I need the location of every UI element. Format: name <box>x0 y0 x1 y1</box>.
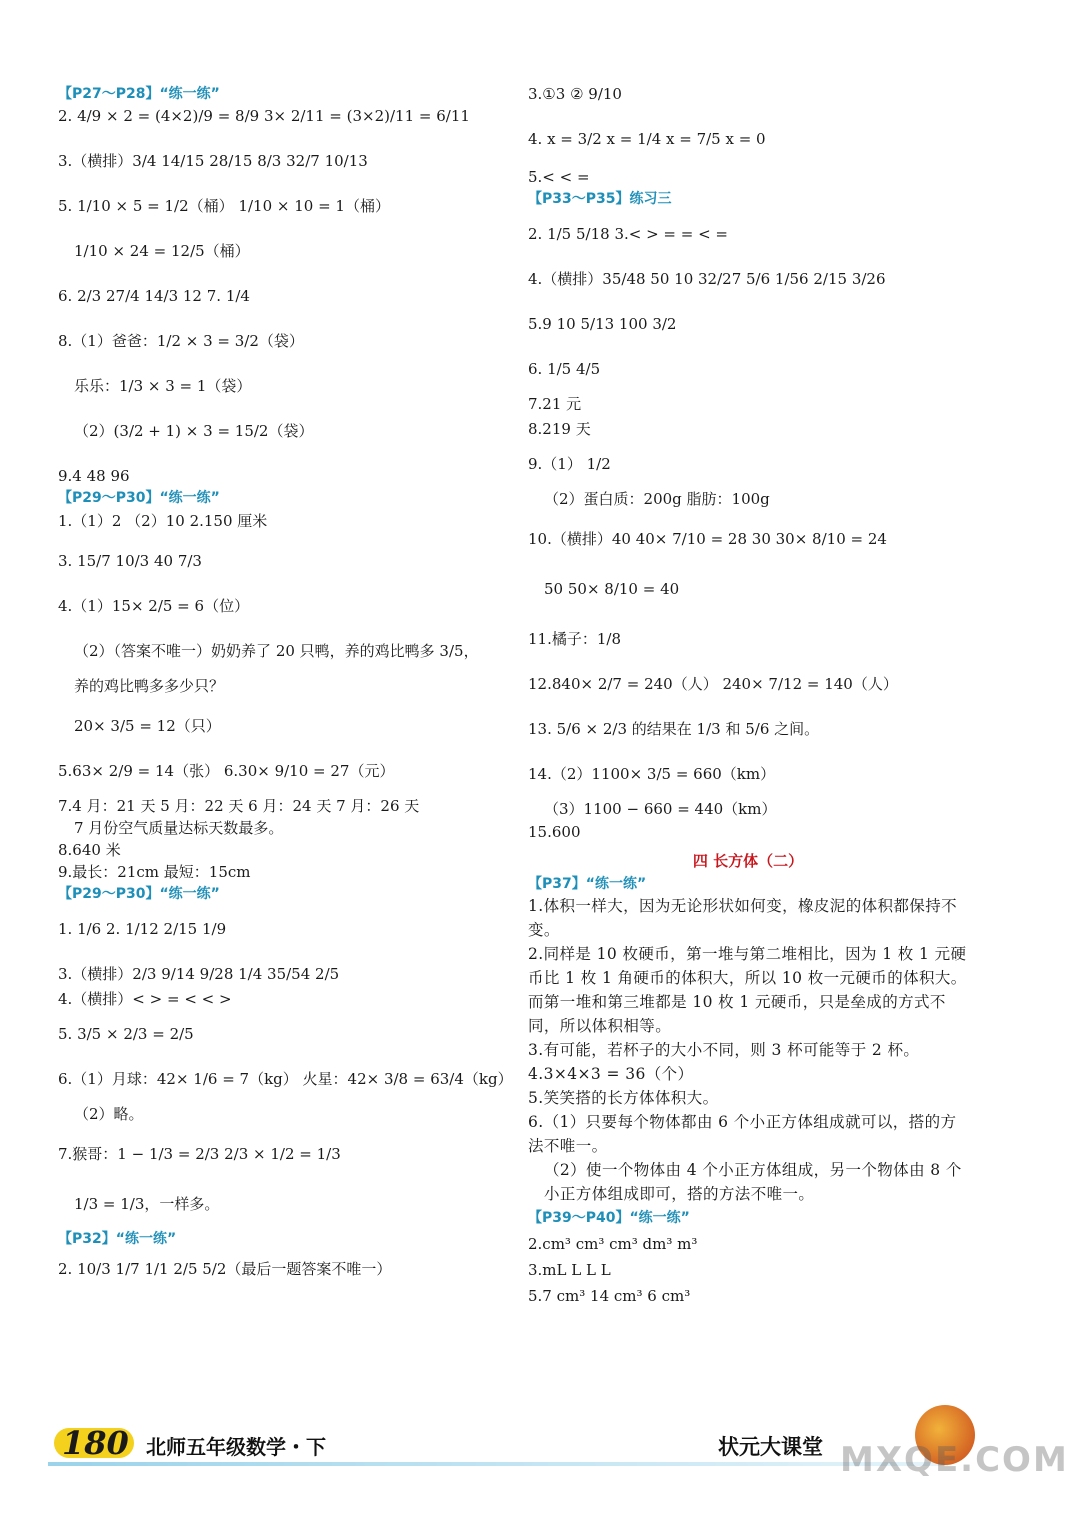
answer-line: 6.（1）月球：42× 1/6 = 7（kg） 火星：42× 3/8 = 63/4（kg） <box>58 1070 513 1088</box>
right-column <box>528 84 968 1306</box>
section-heading: 【P32】“练一练” <box>58 1231 177 1247</box>
answer-line: 8.219 天 <box>528 420 591 438</box>
answer-line: 5. 3/5 × 2/3 = 2/5 <box>58 1025 194 1043</box>
answer-line: 20× 3/5 = 12（只） <box>74 717 221 735</box>
answer-line: 6.（1）只要每个物体都由 6 个小正方体组成就可以，搭的方法不唯一。 <box>528 1113 957 1155</box>
answer-line: 10.（横排）40 40× 7/10 = 28 30 30× 8/10 = 24 <box>528 530 887 548</box>
answer-line: 6. 2/3 27/4 14/3 12 7. 1/4 <box>58 287 250 305</box>
answer-line: 3. 15/7 10/3 40 7/3 <box>58 552 202 570</box>
answer-line: 12.840× 2/7 = 240（人） 240× 7/12 = 140（人） <box>528 675 898 693</box>
answer-line: 3.（横排）3/4 14/15 28/15 8/3 32/7 10/13 <box>58 152 368 170</box>
answer-line: 1.（1）2 （2）10 2.150 厘米 <box>58 512 268 530</box>
answer-line: （2）使一个物体由 4 个小正方体组成，另一个物体由 8 个小正方体组成即可，搭的方法不唯一。 <box>544 1161 962 1203</box>
answer-line: 50 50× 8/10 = 40 <box>544 580 680 598</box>
answer-line: 3.有可能，若杯子的大小不同，则 3 杯可能等于 2 杯。 <box>528 1041 920 1059</box>
chapter-heading: 四 长方体（二） <box>692 852 804 870</box>
section-heading: 【P39～P40】“练一练” <box>528 1210 690 1226</box>
series-title: 状元大课堂 <box>718 1435 823 1459</box>
answer-line: 9.最长：21cm 最短：15cm <box>58 863 251 881</box>
answer-line: 5. 1/10 × 5 = 1/2（桶） 1/10 × 10 = 1（桶） <box>58 197 390 215</box>
answer-line: 15.600 <box>528 823 581 841</box>
answer-line: 4.3×4×3 = 36（个） <box>528 1065 694 1083</box>
answer-line: 6. 1/5 4/5 <box>528 360 601 378</box>
section-heading: 【P27～P28】“练一练” <box>58 86 220 102</box>
answer-line: 4.（1）15× 2/5 = 6（位） <box>58 597 250 615</box>
answer-line: 4.（横排）< > = < < > <box>58 990 232 1008</box>
answer-line: 8.（1）爸爸：1/2 × 3 = 3/2（袋） <box>58 332 304 350</box>
answer-line: 7.猴哥：1 − 1/3 = 2/3 2/3 × 1/2 = 1/3 <box>58 1145 341 1163</box>
page-number: 180 <box>62 1424 129 1462</box>
answer-line: （2）略。 <box>74 1105 144 1123</box>
answer-line: 养的鸡比鸭多多少只？ <box>74 677 225 695</box>
book-title: 北师五年级数学・下 <box>146 1435 326 1459</box>
answer-line: 3.mL L L L <box>528 1261 611 1279</box>
section-heading: 【P33～P35】练习三 <box>528 191 672 207</box>
answer-line: 2.同样是 10 枚硬币，第一堆与第二堆相比，因为 1 枚 1 元硬币比 1 枚 1 角硬币的体积大，所以 10 枚一元硬币的体积大。而第一堆和第三堆都是 10 枚 1 元硬币，只是垒成的方式不同，所以体积相等。 <box>528 945 967 1035</box>
answer-line: 3.①3 ② 9/10 <box>528 85 622 103</box>
answer-line: 5.< < = <box>528 168 590 186</box>
answer-line: （2）蛋白质：200g 脂肪：100g <box>544 490 770 508</box>
answer-line: 13. 5/6 × 2/3 的结果在 1/3 和 5/6 之间。 <box>528 720 820 738</box>
answer-line: 4.（横排）35/48 50 10 32/27 5/6 1/56 2/15 3/26 <box>528 270 886 288</box>
watermark: MXQE.COM <box>840 1440 1069 1480</box>
section-heading: 【P37】“练一练” <box>528 876 647 892</box>
answer-line: 1. 1/6 2. 1/12 2/15 1/9 <box>58 920 227 938</box>
answer-line: 5.7 cm³ 14 cm³ 6 cm³ <box>528 1287 691 1305</box>
answer-line: 5.9 10 5/13 100 3/2 <box>528 315 677 333</box>
left-column <box>58 84 513 1279</box>
answer-line: 4. x = 3/2 x = 1/4 x = 7/5 x = 0 <box>528 130 766 148</box>
answer-line: 2. 1/5 5/18 3.< > = = < = <box>528 225 729 243</box>
answer-line: （3）1100 − 660 = 440（km） <box>544 800 777 818</box>
answer-line: 2. 10/3 1/7 1/1 2/5 5/2（最后一题答案不唯一） <box>58 1260 392 1278</box>
footer-divider <box>48 1462 948 1466</box>
answer-line: 乐乐：1/3 × 3 = 1（袋） <box>74 377 252 395</box>
answer-line: （2）（答案不唯一）奶奶养了 20 只鸭，养的鸡比鸭多 3/5， <box>74 642 479 660</box>
answer-line: 1/10 × 24 = 12/5（桶） <box>74 242 250 260</box>
answer-line: 2. 4/9 × 2 = (4×2)/9 = 8/9 3× 2/11 = (3×2)/11 = 6/11 <box>58 107 470 125</box>
answer-line: （2）(3/2 + 1) × 3 = 15/2（袋） <box>74 422 314 440</box>
answer-line: 1/3 = 1/3，一样多。 <box>74 1195 220 1213</box>
answer-line: 5.笑笑搭的长方体体积大。 <box>528 1089 719 1107</box>
answer-line: 1.体积一样大，因为无论形状如何变，橡皮泥的体积都保持不变。 <box>528 897 957 939</box>
answer-line: 2.cm³ cm³ cm³ dm³ m³ <box>528 1235 698 1253</box>
answer-line: 9.（1） 1/2 <box>528 455 611 473</box>
answer-line: 5.63× 2/9 = 14（张） 6.30× 9/10 = 27（元） <box>58 762 395 780</box>
answer-line: 7.21 元 <box>528 395 582 413</box>
answer-line: 9.4 48 96 <box>58 467 130 485</box>
answer-line: 7.4 月：21 天 5 月：22 天 6 月：24 天 7 月：26 天 <box>58 797 420 815</box>
answer-line: 7 月份空气质量达标天数最多。 <box>74 819 284 837</box>
answer-line: 14.（2）1100× 3/5 = 660（km） <box>528 765 776 783</box>
answer-line: 3.（横排）2/3 9/14 9/28 1/4 35/54 2/5 <box>58 965 340 983</box>
section-heading: 【P29～P30】“练一练” <box>58 490 220 506</box>
answer-line: 11.橘子：1/8 <box>528 630 621 648</box>
answer-line: 8.640 米 <box>58 841 121 859</box>
section-heading: 【P29～P30】“练一练” <box>58 886 220 902</box>
